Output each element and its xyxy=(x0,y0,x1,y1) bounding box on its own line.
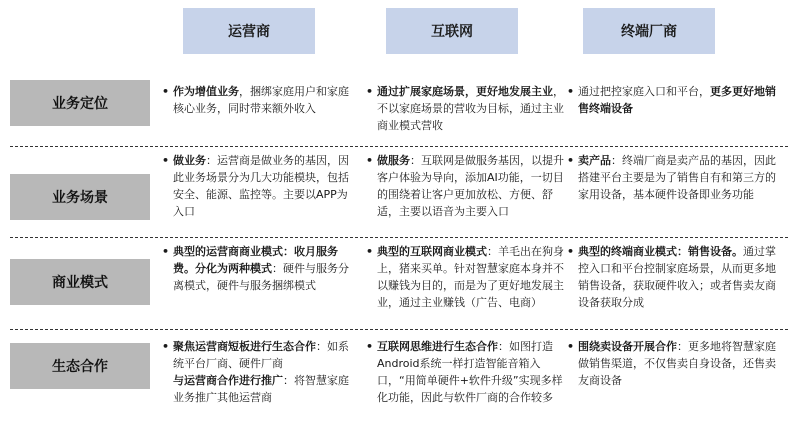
row-divider xyxy=(10,146,788,147)
cell-text-segment: ，不以家庭场景的营收为目标，通过主业商业模式营收 xyxy=(377,85,564,132)
cell-text xyxy=(567,83,779,117)
cell-device-maker xyxy=(567,152,779,203)
row-label-business-scenario: 业务场景 xyxy=(10,174,150,220)
cell-text xyxy=(366,243,564,311)
bullet-icon: • xyxy=(366,85,374,98)
cell-text-segment: ：终端厂商是卖产品的基因，因此搭建平台主要是为了销售自有和第三方的家用设备，基本硬件设备即业务功能 xyxy=(578,154,776,201)
cell-internet xyxy=(366,338,564,406)
cell-text-segment: ：更多地将智慧家庭做销售渠道，不仅售卖自身设备，还售卖友商设备 xyxy=(578,340,776,387)
column-header-operator: 运营商 xyxy=(183,8,315,54)
cell-text xyxy=(366,152,564,220)
cell-text-emphasis: 围绕卖设备开展合作 xyxy=(578,340,677,353)
cell-text-segment: ，捆绑家庭用户和家庭核心业务，同时带来额外收入 xyxy=(173,85,349,115)
bullet-icon: • xyxy=(366,154,374,167)
cell-text-emphasis: 做服务 xyxy=(377,154,410,167)
cell-operator xyxy=(162,83,358,117)
cell-text-emphasis: 做业务 xyxy=(173,154,206,167)
cell-text-emphasis: 典型的运营商商业模式：收月服务费。分化为两种模式 xyxy=(173,245,338,275)
bullet-icon: • xyxy=(162,340,170,353)
cell-text-segment: ：互联网是做服务基因，以提升客户体验为导向，添加AI功能，一切目的围绕着让客户更加放松、方便、舒适，主要以语音为主要入口 xyxy=(377,154,564,218)
cell-text xyxy=(366,83,564,134)
cell-text-emphasis: 典型的互联网商业模式 xyxy=(377,245,487,258)
row-label-business-model: 商业模式 xyxy=(10,259,150,305)
row-label-business-positioning: 业务定位 xyxy=(10,80,150,126)
bullet-icon: • xyxy=(567,85,575,98)
cell-text-emphasis: 典型的终端商业模式：销售设备。 xyxy=(578,245,743,258)
row-label-ecosystem: 生态合作 xyxy=(10,343,150,389)
cell-text xyxy=(567,152,779,203)
cell-text xyxy=(162,83,358,117)
cell-operator xyxy=(162,243,358,294)
cell-text xyxy=(162,243,358,294)
bullet-icon: • xyxy=(162,154,170,167)
cell-device-maker xyxy=(567,243,779,311)
bullet-icon: • xyxy=(366,340,374,353)
cell-internet xyxy=(366,243,564,311)
bullet-icon: • xyxy=(567,340,575,353)
cell-device-maker xyxy=(567,83,779,117)
cell-internet xyxy=(366,83,564,134)
column-header-device-maker: 终端厂商 xyxy=(583,8,715,54)
cell-text xyxy=(567,243,779,311)
column-header-internet: 互联网 xyxy=(386,8,518,54)
cell-text-emphasis: 更多更好地销售终端设备 xyxy=(578,85,776,115)
cell-text-segment: 通过掌控入口和平台控制家庭场景，从而更多地销售设备，获取硬件收入；或者售卖友商设备获取分成 xyxy=(578,245,776,309)
cell-text-segment: 通过把控家庭入口和平台， xyxy=(578,85,710,98)
cell-text xyxy=(162,152,358,220)
cell-text-emphasis: 聚焦运营商短板进行生态合作 xyxy=(173,340,316,353)
cell-internet xyxy=(366,152,564,220)
cell-text-segment: ：如图打造Android系统一样打造智能音箱入口，“用简单硬件+软件升级”实现多样化功能，因此与软件厂商的合作较多 xyxy=(377,340,563,404)
cell-text-emphasis: 作为增值业务 xyxy=(173,85,239,98)
cell-text xyxy=(162,338,358,406)
cell-text-emphasis: 卖产品 xyxy=(578,154,611,167)
bullet-icon: • xyxy=(162,85,170,98)
cell-text-emphasis: 与运营商合作进行推广 xyxy=(173,374,283,387)
cell-device-maker xyxy=(567,338,779,389)
bullet-icon: • xyxy=(567,245,575,258)
cell-text xyxy=(366,338,564,406)
cell-operator xyxy=(162,152,358,220)
cell-operator xyxy=(162,338,358,406)
cell-text-emphasis: 互联网思维进行生态合作 xyxy=(377,340,498,353)
bullet-icon: • xyxy=(567,154,575,167)
cell-text-emphasis: 通过扩展家庭场景，更好地发展主业 xyxy=(377,85,553,98)
cell-text-segment: ：羊毛出在狗身上，猪来买单。针对智慧家庭本身并不以赚钱为目的，而是为了更好地发展主业，通过主业赚钱（广告、电商） xyxy=(377,245,564,309)
row-divider xyxy=(10,329,788,330)
cell-text-segment: ：如系统平台厂商、硬件厂商 xyxy=(173,340,349,370)
cell-text-segment: ：运营商是做业务的基因，因此业务场景分为几大功能模块，包括安全、能源、监控等。主要以APP为入口 xyxy=(173,154,349,218)
row-divider xyxy=(10,237,788,238)
cell-text-segment: ：将智慧家庭业务推广其他运营商 xyxy=(173,374,349,404)
cell-text xyxy=(567,338,779,389)
cell-text-segment: ：硬件与服务分离模式，硬件与服务捆绑模式 xyxy=(173,262,349,292)
bullet-icon: • xyxy=(162,245,170,258)
bullet-icon: • xyxy=(366,245,374,258)
